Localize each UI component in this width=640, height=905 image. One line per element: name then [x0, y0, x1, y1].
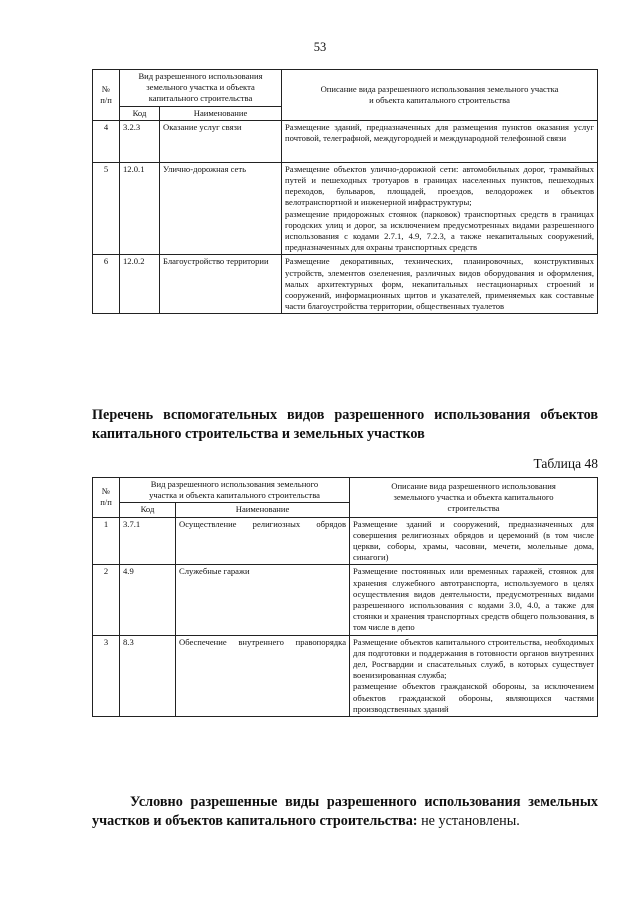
- table-main-uses-continued: [92, 69, 598, 314]
- row-code: 4.9: [120, 565, 176, 635]
- header-code: Код: [120, 106, 160, 120]
- row-description: Размещение зданий и сооружений, предназначенных для совершения религиозных обрядов и церемоний (в том числе церкви, соборы, храмы, часовни, мечети, молельные дома, синагоги): [350, 517, 598, 565]
- row-number: 3: [93, 635, 120, 716]
- row-code: 3.2.3: [120, 120, 160, 162]
- row-name: Обеспечение внутреннего правопорядка: [176, 635, 350, 716]
- row-code: 12.0.2: [120, 255, 160, 314]
- conditional-uses-label: Условно разрешенные виды разрешенного использования земельных участков и объектов капитального строительства:: [92, 794, 598, 829]
- page-number: 53: [313, 40, 327, 54]
- table-row: [93, 517, 598, 565]
- row-name: Осуществление религиозных обрядов: [176, 517, 350, 565]
- row-name: Улично-дорожная сеть: [160, 162, 282, 255]
- row-description: [282, 162, 598, 255]
- header-code: Код: [120, 503, 176, 517]
- table-caption: Таблица 48: [533, 456, 598, 471]
- row-description: [350, 635, 598, 716]
- row-description: Размещение декоративных, технических, планировочных, конструктивных устройств, элементов озеленения, различных видов оборудования и оформления, малых архитектурных форм, некапитальных нестационарных строений и сооружений, информационных щитов и указателей, применяемых как составные части благоустройства территории, общественных туалетов: [282, 255, 598, 314]
- row-code: 8.3: [120, 635, 176, 716]
- row-description-part2: размещение придорожных стоянок (парковок) транспортных средств в границах городских улиц и дорог, за исключением предусмотренных видами разрешенного использования с кодами 2.7.1, 4.9, 7.2.3, а также некапитальных сооружений, предназначенных для охраны транспортных средств: [285, 208, 594, 253]
- row-description: Размещение постоянных или временных гаражей, стоянок для хранения служебного автотранспорта, используемого в целях осуществления видов деятельности, предусмотренных видами разрешенного использования с кодами 3.0, 4.0, а также для стоянки и хранения транспортных средств общего пользования, в том числе в депо: [350, 565, 598, 635]
- row-code: 12.0.1: [120, 162, 160, 255]
- row-description-part1: Размещение объектов улично-дорожной сети: автомобильных дорог, трамвайных путей и пешеходных тротуаров в границах населенных пунктов, пешеходных переходов, бульваров, площадей, проездов, велодорожек и объектов велотранспортной и инженерной инфраструктуры;: [285, 163, 594, 208]
- row-name: Служебные гаражи: [176, 565, 350, 635]
- row-number: 2: [93, 565, 120, 635]
- table-header-row: [93, 478, 598, 503]
- header-number: № п/п: [93, 478, 120, 518]
- row-description-part1: Размещение объектов капитального строительства, необходимых для подготовки и поддержания в готовности органов внутренних дел, Росгвардии и спасательных служб, в которых существует военизированная служба;: [353, 636, 594, 681]
- header-use-type: Вид разрешенного использования земельного участка и объекта капитального строительства: [120, 478, 350, 503]
- table-row: [93, 120, 598, 162]
- table-auxiliary-uses: [92, 477, 598, 717]
- row-number: 6: [93, 255, 120, 314]
- header-number: № п/п: [93, 70, 120, 121]
- conditional-uses-value: не установлены.: [421, 813, 520, 829]
- header-description: Описание вида разрешенного использования земельного участка и объекта капитального строительства: [282, 70, 598, 121]
- table-row: [93, 635, 598, 716]
- row-name: Оказание услуг связи: [160, 120, 282, 162]
- header-description: Описание вида разрешенного использования земельного участка и объекта капитального строительства: [350, 478, 598, 518]
- header-use-type: Вид разрешенного использования земельного участка и объекта капитального строительства: [120, 70, 282, 107]
- table-header-row: [93, 70, 598, 107]
- section-heading: Перечень вспомогательных видов разрешенного использования объектов капитального строительства и земельных участков: [92, 407, 598, 442]
- table-row: [93, 255, 598, 314]
- header-name: Наименование: [176, 503, 350, 517]
- row-description-part2: размещение объектов гражданской обороны, за исключением объектов гражданской обороны, являющихся частями производственных зданий: [353, 681, 594, 714]
- table-row: [93, 565, 598, 635]
- row-code: 3.7.1: [120, 517, 176, 565]
- row-number: 1: [93, 517, 120, 565]
- row-description: Размещение зданий, предназначенных для размещения пунктов оказания услуг почтовой, телеграфной, междугородней и международной телефонной связи: [282, 120, 598, 162]
- row-number: 5: [93, 162, 120, 255]
- table-row: [93, 162, 598, 255]
- row-number: 4: [93, 120, 120, 162]
- row-name: Благоустройство территории: [160, 255, 282, 314]
- conditional-uses-paragraph: [92, 793, 598, 831]
- header-name: Наименование: [160, 106, 282, 120]
